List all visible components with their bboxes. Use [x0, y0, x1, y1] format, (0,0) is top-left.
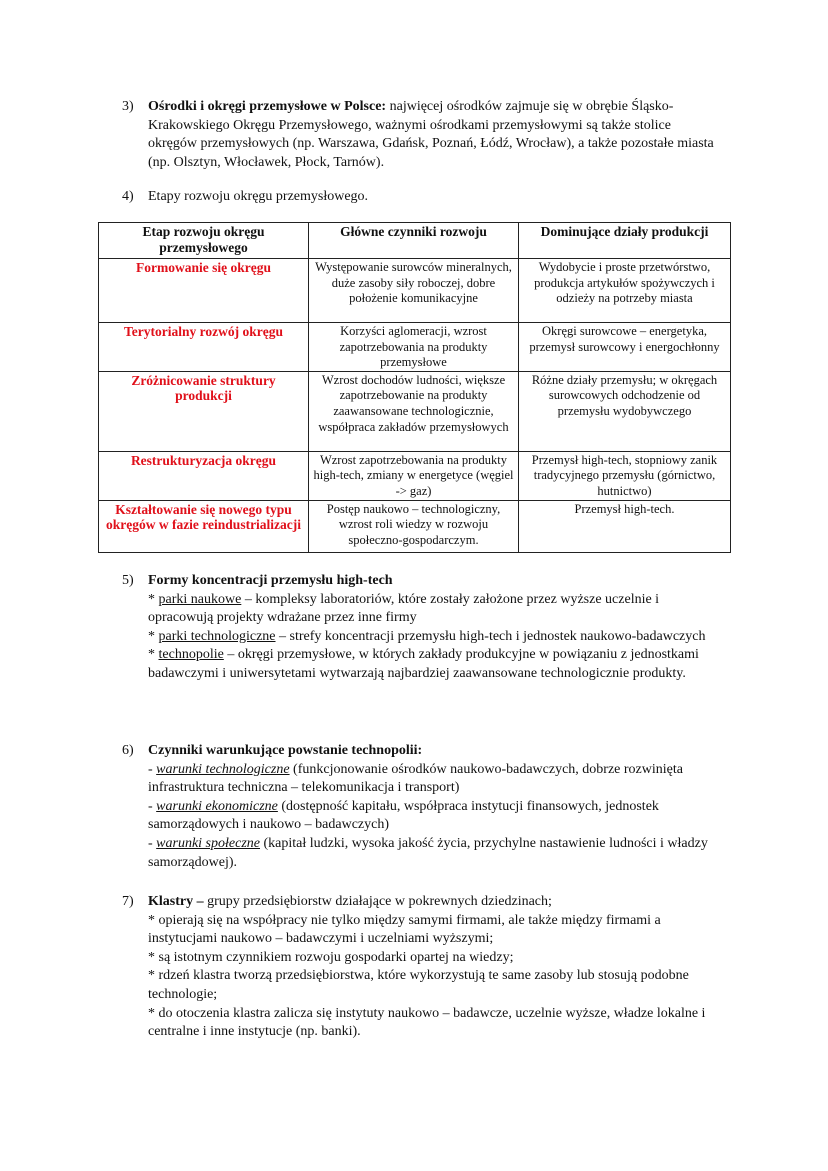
- bullet: -: [148, 761, 157, 777]
- section-number: 4): [122, 189, 134, 204]
- table-header: Główne czynniki rozwoju: [309, 223, 519, 259]
- bullet: *: [148, 647, 159, 663]
- production-cell: Różne działy przemysłu; w okręgach surowcowych odchodzenie od przemysłu wydobywczego: [519, 371, 731, 451]
- term-parki-naukowe: parki naukowe: [158, 591, 242, 607]
- stage-cell: Zróżnicowanie struktury produkcji: [99, 371, 309, 451]
- section-6: [122, 742, 718, 872]
- stage-cell: Formowanie się okręgu: [99, 259, 309, 323]
- section-text: grupy przedsiębiorstw działające w pokrewnych dziedzinach;: [203, 894, 552, 909]
- section-text: najwięcej ośrodków zajmuje się w obrębie Śląsko-Krakowskiego Okręgu Przemysłowego, ważnymi ośrodkami przemysłowymi są także stolice okręgów przemysłowych (np. Warszawa, Gdańsk, Poznań, Łódź, Wrocław), a także pozostałe miasta (np. Olsztyn, Włocławek, Płock, Tarnów).: [148, 99, 714, 170]
- item-text: (kapitał ludzki, wysoka jakość życia, przychylne nastawienie ludności i władzy samorządowej).: [148, 835, 708, 870]
- table-row: [99, 323, 731, 372]
- section-title: Ośrodki i okręgi przemysłowe w Polsce:: [148, 99, 387, 114]
- table-row: [99, 371, 731, 451]
- list-item: [148, 628, 718, 647]
- section-number: 6): [122, 743, 134, 758]
- stage-cell: Terytorialny rozwój okręgu: [99, 323, 309, 372]
- production-cell: Przemysł high-tech.: [519, 500, 731, 552]
- term-warunki-technologiczne: warunki technologiczne: [156, 761, 290, 777]
- section-number: 7): [122, 894, 134, 909]
- section-title: Etapy rozwoju okręgu przemysłowego.: [148, 189, 369, 204]
- list-item: [148, 835, 718, 872]
- list-item: * do otoczenia klastra zalicza się instytuty naukowo – badawcze, uczelnie wyższe, władze lokalne i centralne i inne instytucje (np. banki).: [148, 1005, 706, 1040]
- term-warunki-spoleczne: warunki społeczne: [156, 835, 260, 851]
- stage-cell: Restrukturyzacja okręgu: [99, 451, 309, 500]
- section-number: 3): [122, 99, 134, 114]
- factors-cell: Występowanie surowców mineralnych, duże zasoby siły roboczej, dobre położenie komunikacyjne: [309, 259, 519, 323]
- stage-cell: Kształtowanie się nowego typu okręgów w fazie reindustrializacji: [99, 500, 309, 552]
- section-4: [122, 188, 718, 207]
- table-header-row: [99, 223, 731, 259]
- table-row: [99, 500, 731, 552]
- table-row: [99, 259, 731, 323]
- factors-cell: Wzrost dochodów ludności, większe zapotrzebowanie na produkty zaawansowane technologicznie, współpraca zakładów przemysłowych: [309, 371, 519, 451]
- section-5: [122, 572, 718, 684]
- section-lead: [148, 893, 718, 912]
- term-parki-technologiczne: parki technologiczne: [158, 628, 276, 644]
- list-item: [148, 761, 718, 798]
- production-cell: Przemysł high-tech, stopniowy zanik tradycyjnego przemysłu (górnictwo, hutnictwo): [519, 451, 731, 500]
- list-item: [148, 646, 718, 683]
- table-header: Dominujące działy produkcji: [519, 223, 731, 259]
- production-cell: Okręgi surowcowe – energetyka, przemysł surowcowy i energochłonny: [519, 323, 731, 372]
- list-item: * są istotnym czynnikiem rozwoju gospodarki opartej na wiedzy;: [148, 949, 514, 965]
- section-title: Formy koncentracji przemysłu high-tech: [148, 573, 393, 588]
- term-technopolie: technopolie: [158, 647, 224, 663]
- term-warunki-ekonomiczne: warunki ekonomiczne: [156, 798, 278, 814]
- item-text: (funkcjonowanie ośrodków naukowo-badawczych, dobrze rozwinięta infrastruktura techniczna – telekomunikacja i transport): [148, 761, 683, 796]
- list-item: [148, 798, 718, 835]
- development-stages-table: [98, 222, 731, 553]
- table-header: Etap rozwoju okręgu przemysłowego: [99, 223, 309, 259]
- section-7: [122, 893, 718, 1042]
- factors-cell: Korzyści aglomeracji, wzrost zapotrzebowania na produkty przemysłowe: [309, 323, 519, 372]
- table-row: [99, 451, 731, 500]
- item-text: – kompleksy laboratoriów, które zostały założone przez wyższe uczelnie i opracowują projekty wdrażane przez inne firmy: [148, 591, 660, 626]
- bullet: -: [148, 798, 157, 814]
- section-paragraph: [148, 98, 718, 172]
- section-3: [122, 98, 718, 172]
- bullet: *: [148, 591, 159, 607]
- factors-cell: Wzrost zapotrzebowania na produkty high-tech, zmiany w energetyce (węgiel -> gaz): [309, 451, 519, 500]
- production-cell: Wydobycie i proste przetwórstwo, produkcja artykułów spożywczych i odzieży na potrzeby miasta: [519, 259, 731, 323]
- section-title: Czynniki warunkujące powstanie technopolii:: [148, 743, 423, 758]
- bullet: -: [148, 835, 157, 851]
- factors-cell: Postęp naukowo – technologiczny, wzrost roli wiedzy w rozwoju społeczno-gospodarczym.: [309, 500, 519, 552]
- list-item: * opierają się na współpracy nie tylko między samymi firmami, ale także między firmami a instytucjami naukowo – badawczymi i uczelniami wyższymi;: [148, 912, 661, 947]
- section-number: 5): [122, 573, 134, 588]
- item-text: – okręgi przemysłowe, w których zakłady produkcyjne w powiązaniu z jednostkami badawczymi i uniwersytetami wytwarzają najbardziej zaawansowane technologicznie produkty.: [148, 647, 699, 681]
- section-title: Klastry –: [148, 894, 204, 909]
- item-text: (dostępność kapitału, współpraca instytucji finansowych, jednostek samorządowych i naukowo – badawczych): [148, 798, 659, 833]
- list-item: [148, 591, 718, 628]
- list-item: * rdzeń klastra tworzą przedsiębiorstwa, które wykorzystują te same zasoby lub stosują podobne technologie;: [148, 968, 689, 1002]
- item-text: – strefy koncentracji przemysłu high-tech i jednostek naukowo-badawczych: [275, 628, 706, 644]
- bullet: *: [148, 628, 159, 644]
